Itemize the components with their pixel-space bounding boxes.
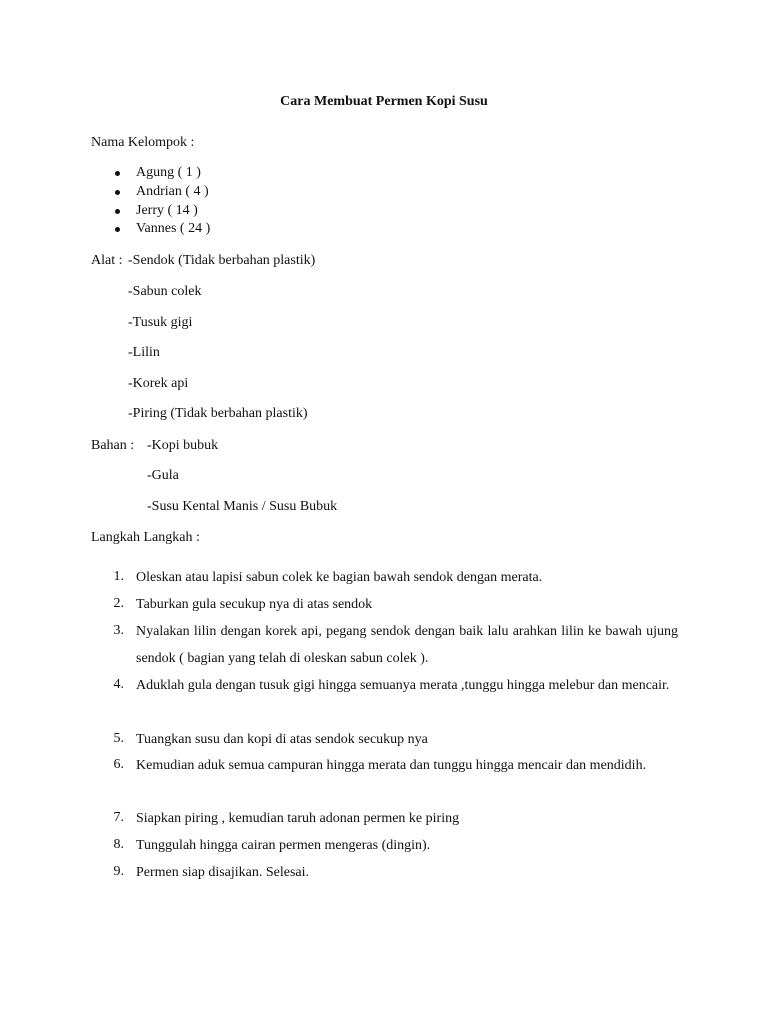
alat-item: -Korek api [128, 376, 189, 391]
alat-item: -Lilin [128, 345, 160, 360]
alat-item: -Piring (Tidak berbahan plastik) [128, 406, 308, 421]
step-number: 1. [113, 569, 124, 584]
document-title: Cara Membuat Permen Kopi Susu [280, 94, 488, 109]
member-item: Andrian ( 4 ) [136, 184, 209, 199]
step-text: Siapkan piring , kemudian taruh adonan permen ke piring [136, 811, 460, 826]
alat-item: -Sendok (Tidak berbahan plastik) [128, 253, 316, 268]
bullet-icon [115, 209, 120, 214]
step-number: 6. [113, 757, 124, 772]
member-item: Agung ( 1 ) [136, 165, 201, 180]
bahan-item: -Gula [147, 468, 179, 483]
step-text: Permen siap disajikan. Selesai. [136, 865, 310, 880]
step-number: 4. [113, 677, 124, 692]
step-number: 8. [113, 837, 124, 852]
step-text: Taburkan gula secukup nya di atas sendok [136, 597, 373, 612]
langkah-label: Langkah Langkah : [91, 530, 200, 545]
step-text: Tunggulah hingga cairan permen mengeras (dingin). [136, 838, 431, 853]
step-number: 2. [113, 596, 124, 611]
step-text: Oleskan atau lapisi sabun colek ke bagian bawah sendok dengan merata. [136, 570, 543, 585]
step-number: 9. [113, 864, 124, 879]
step-number: 5. [113, 731, 124, 746]
bahan-item: -Susu Kental Manis / Susu Bubuk [147, 499, 338, 514]
step-number: 3. [113, 623, 124, 638]
member-item: Vannes ( 24 ) [136, 221, 211, 236]
kelompok-label: Nama Kelompok : [91, 135, 195, 150]
step-number: 7. [113, 810, 124, 825]
bullet-icon [115, 190, 120, 195]
alat-label: Alat : [91, 253, 123, 268]
bullet-icon [115, 227, 120, 232]
alat-item: -Sabun colek [128, 284, 202, 299]
bahan-label: Bahan : [91, 438, 135, 453]
step-text: Kemudian aduk semua campuran hingga merata dan tunggu hingga mencair dan mendidih. [136, 758, 647, 773]
alat-item: -Tusuk gigi [128, 315, 193, 330]
bullet-icon [115, 171, 120, 176]
step-text: Aduklah gula dengan tusuk gigi hingga semuanya merata ,tunggu hingga melebur dan mencair. [136, 678, 670, 693]
bahan-item: -Kopi bubuk [147, 438, 219, 453]
step-text: Tuangkan susu dan kopi di atas sendok secukup nya [136, 732, 428, 747]
step-text: Nyalakan lilin dengan korek api, pegang sendok dengan baik lalu arahkan lilin ke bawah ujung sendok ( bagian yang telah di oleskan sabun colek ). [136, 624, 678, 666]
member-item: Jerry ( 14 ) [136, 203, 198, 218]
